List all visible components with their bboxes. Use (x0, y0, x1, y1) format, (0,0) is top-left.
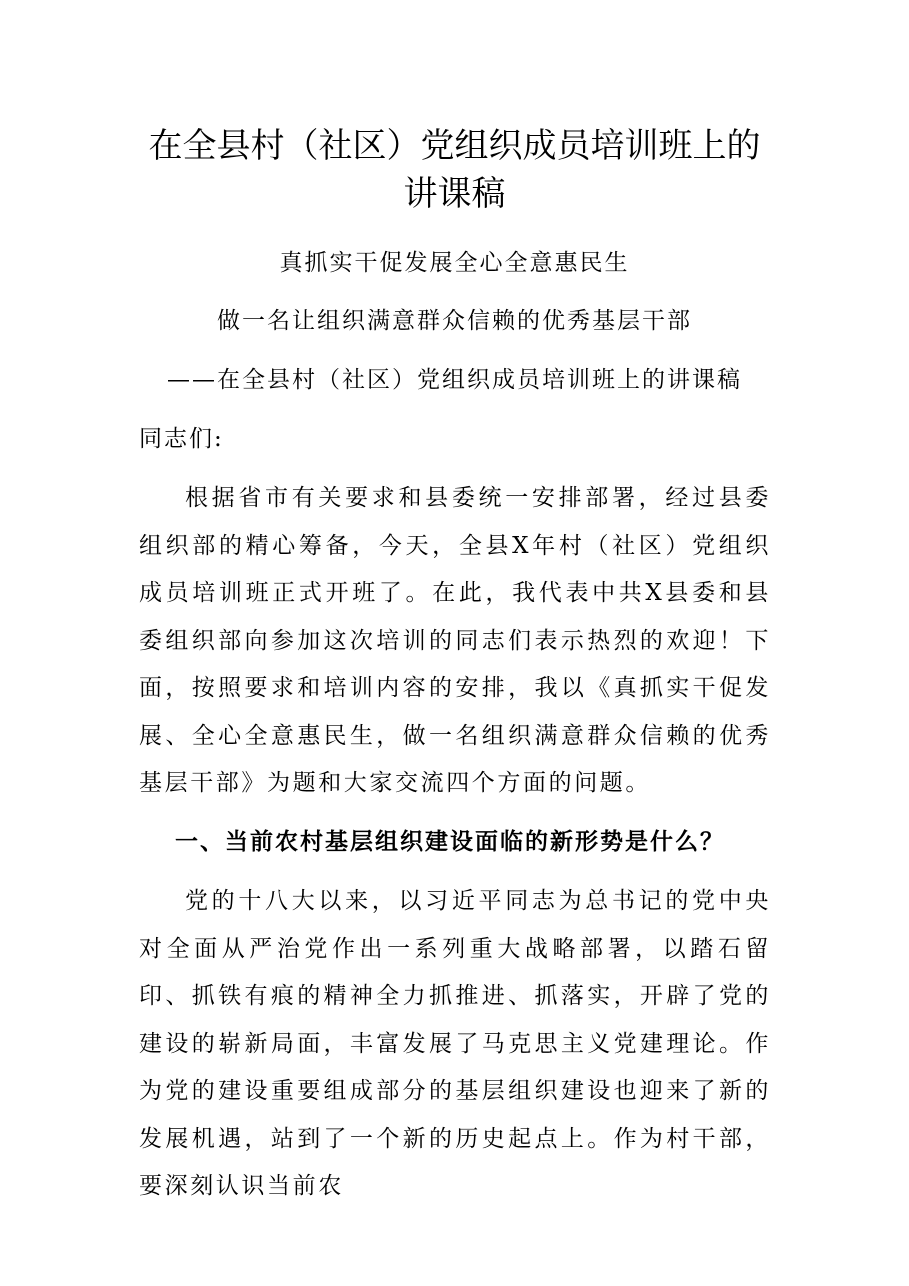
subtitle-line-1: 真抓实干促发展全心全意惠民生 (279, 250, 630, 276)
section-heading-1: 一、当前农村基层组织建设面临的新形势是什么？ (175, 829, 725, 855)
paragraph-section-1: 党的十八大以来，以习近平同志为总书记的党中央对全面从严治党作出一系列重大战略部署，以踏石留印、抓铁有痕的精神全力抓推进、抓落实，开辟了党的建设的崭新局面，丰富发展了马克思主义党建理论。作为党的建设重要组成部分的基层组织建设也迎来了新的发展机遇，站到了一个新的历史起点上。作为村干部，要深刻认识当前农 (139, 888, 771, 1199)
paragraph-intro: 根据省市有关要求和县委统一安排部署，经过县委组织部的精心筹备，今天，全县X年村（社区）党组织成员培训班正式开班了。在此，我代表中共X县委和县委组织部向参加这次培训的同志们表示热烈的欢迎！下面，按照要求和培训内容的安排，我以《真抓实干促发展、全心全意惠民生，做一名组织满意群众信赖的优秀基层干部》为题和大家交流四个方面的问题。 (139, 485, 771, 796)
subtitle-line-2: 做一名让组织满意群众信赖的优秀基层干部 (217, 308, 692, 334)
document-title-line-2: 讲课稿 (403, 174, 506, 214)
document-title-line-1: 在全县村（社区）党组织成员培训班上的 (148, 126, 761, 166)
subtitle-line-3: ——在全县村（社区）党组织成员培训班上的讲课稿 (167, 367, 742, 393)
salutation: 同志们: (139, 426, 224, 452)
